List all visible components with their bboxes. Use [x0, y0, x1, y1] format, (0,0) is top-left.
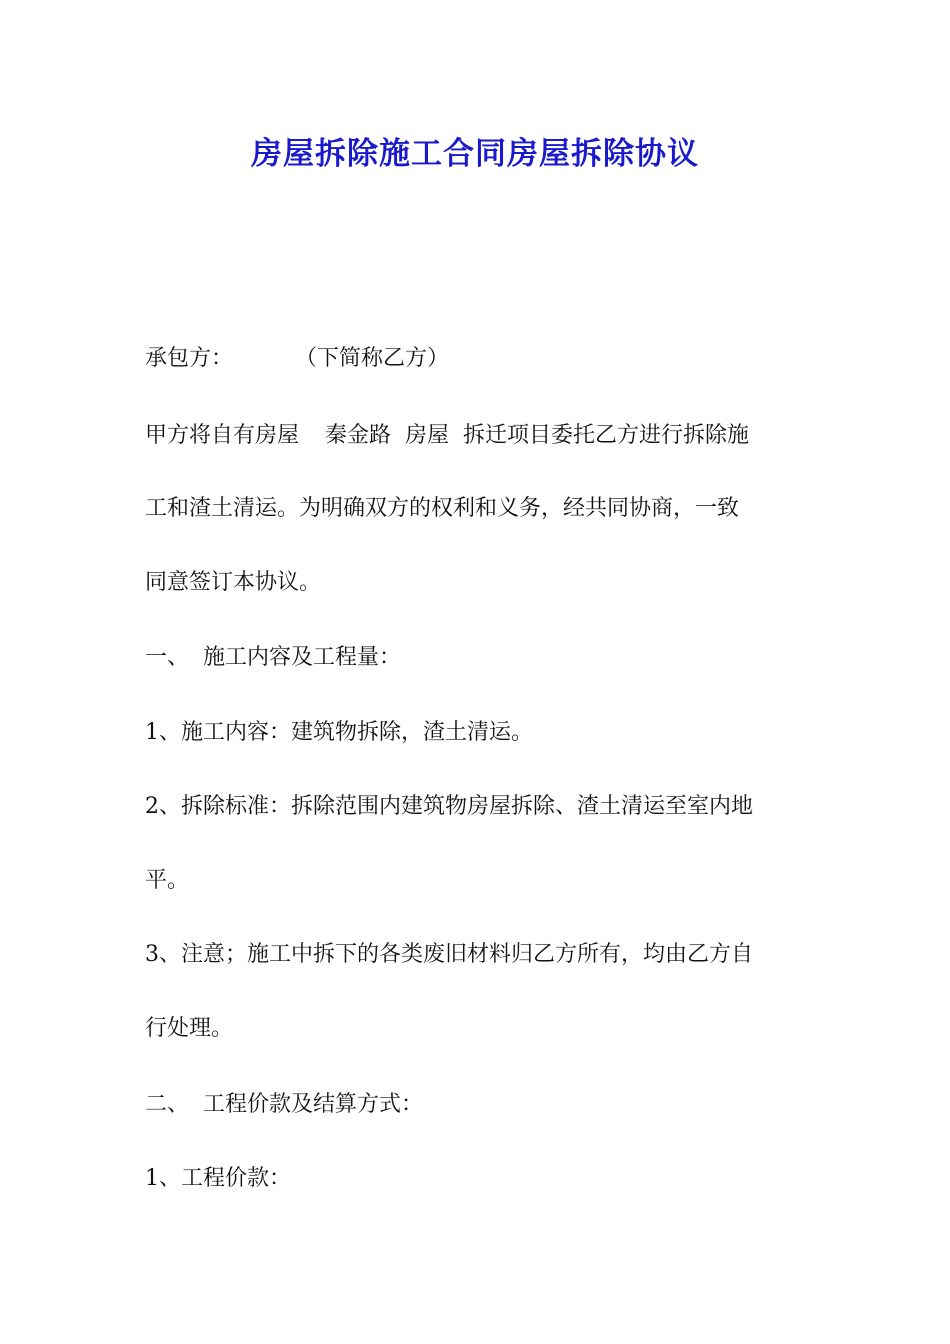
item-2-line-1: 2、拆除标准：拆除范围内建筑物房屋拆除、渣土清运至室内地 — [145, 794, 753, 819]
section-1-heading — [145, 643, 401, 673]
item-3-line-2: 行处理。 — [145, 1016, 234, 1041]
contractor-line — [145, 344, 449, 374]
section-2-heading — [145, 1090, 423, 1120]
document-title: 房屋拆除施工合同房屋拆除协议 — [251, 136, 699, 172]
section-1-title: 施工内容及工程量： — [203, 645, 402, 670]
item-4: 1、工程价款： — [145, 1166, 291, 1191]
intro-line-1 — [145, 421, 749, 451]
section-1-number: 一、 — [145, 645, 190, 670]
intro-road-name: 秦金路 — [325, 423, 392, 448]
contractor-note: （下简称乙方） — [295, 346, 450, 371]
section-2-number: 二、 — [145, 1092, 190, 1117]
intro-text-d: 拆迁项目委托乙方进行拆除施 — [463, 423, 750, 448]
item-2-line-2: 平。 — [145, 868, 190, 893]
contractor-label: 承包方： — [145, 346, 234, 371]
intro-text-a: 甲方将自有房屋 — [145, 423, 300, 448]
item-1: 1、施工内容：建筑物拆除，渣土清运。 — [145, 720, 533, 745]
intro-house: 房屋 — [405, 423, 450, 448]
intro-line-2: 工和渣土清运。为明确双方的权利和义务，经共同协商，一致 — [145, 496, 740, 521]
item-3-line-1: 3、注意；施工中拆下的各类废旧材料归乙方所有，均由乙方自 — [145, 942, 753, 967]
intro-line-3: 同意签订本协议。 — [145, 570, 322, 595]
section-2-title: 工程价款及结算方式： — [203, 1092, 424, 1117]
